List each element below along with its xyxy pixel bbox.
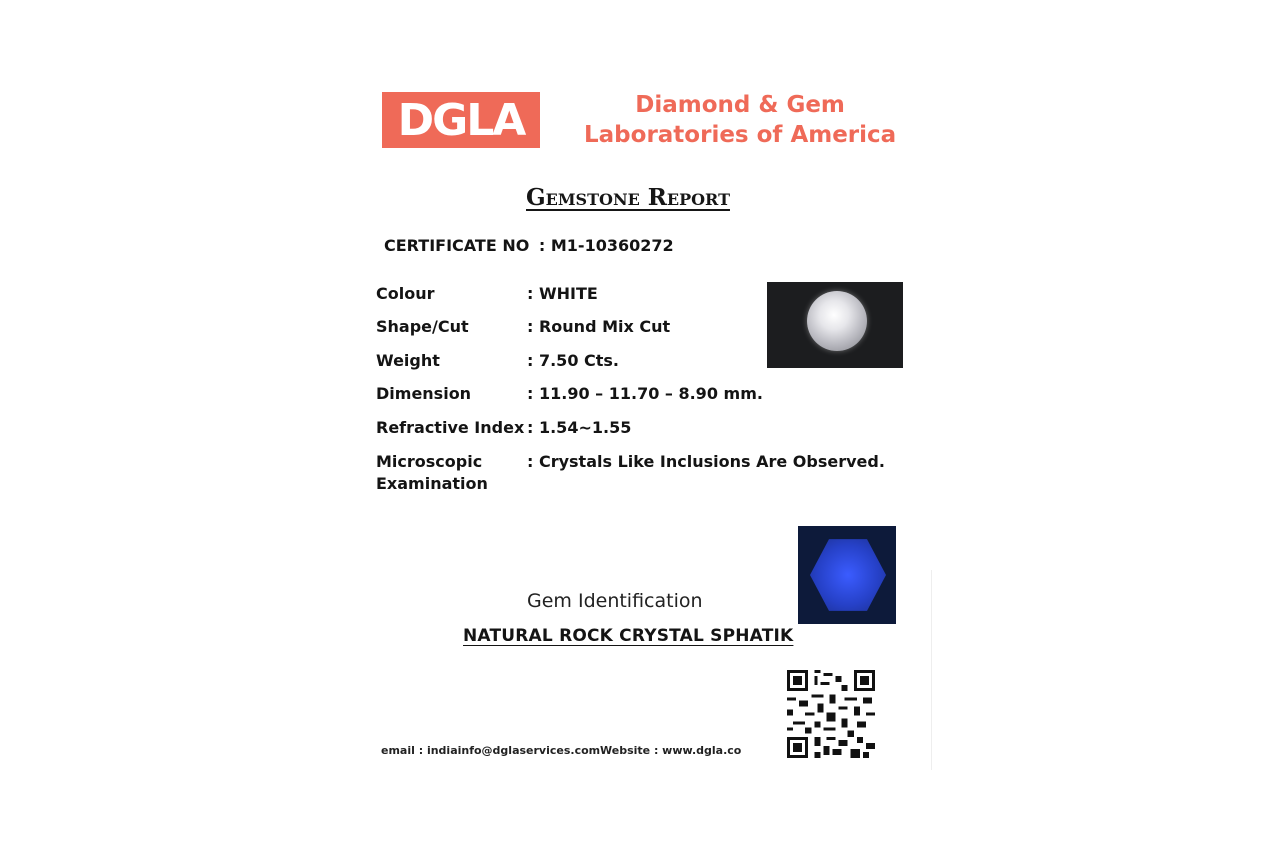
property-value: : 11.90 – 11.70 – 8.90 mm. bbox=[527, 384, 763, 403]
property-label: Microscopic Examination bbox=[376, 452, 488, 493]
property-value: : Round Mix Cut bbox=[527, 317, 671, 336]
lab-name-line1: Diamond & Gem bbox=[635, 92, 845, 118]
property-value: : 7.50 Cts. bbox=[527, 351, 620, 370]
property-label: Colour bbox=[376, 284, 435, 303]
dgla-logo bbox=[382, 92, 540, 148]
property-value: : 1.54~1.55 bbox=[527, 418, 632, 437]
qr-code bbox=[786, 670, 876, 758]
hologram-hexagon bbox=[810, 536, 886, 614]
report-title: Gemstone Report bbox=[526, 184, 730, 211]
property-label: Shape/Cut bbox=[376, 317, 469, 336]
certificate-number bbox=[384, 236, 674, 255]
footer-website: Website : www.dgla.co bbox=[600, 744, 742, 757]
lab-name-line2: Laboratories of America bbox=[584, 122, 897, 148]
scan-edge-divider bbox=[931, 570, 932, 770]
hologram-seal bbox=[798, 526, 896, 624]
certificate-label: CERTIFICATE NO bbox=[384, 236, 530, 255]
property-value: : WHITE bbox=[527, 284, 598, 303]
gemstone-photo bbox=[767, 282, 903, 368]
property-label: Dimension bbox=[376, 384, 472, 403]
logo-text: DGLA bbox=[397, 94, 525, 146]
property-label: Weight bbox=[376, 351, 440, 370]
property-label: Refractive Index bbox=[376, 418, 525, 437]
gem-identification-label: Gem Identification bbox=[527, 590, 703, 612]
property-value: : Crystals Like Inclusions Are Observed. bbox=[527, 452, 885, 471]
certificate-value: M1-10360272 bbox=[550, 236, 674, 255]
gem-identification-value: NATURAL ROCK CRYSTAL SPHATIK bbox=[463, 626, 794, 646]
certificate-separator: : bbox=[538, 236, 546, 255]
footer-email: email : indiainfo@dglaservices.com bbox=[381, 744, 601, 757]
lab-name bbox=[584, 90, 896, 150]
gemstone-image bbox=[807, 291, 867, 351]
